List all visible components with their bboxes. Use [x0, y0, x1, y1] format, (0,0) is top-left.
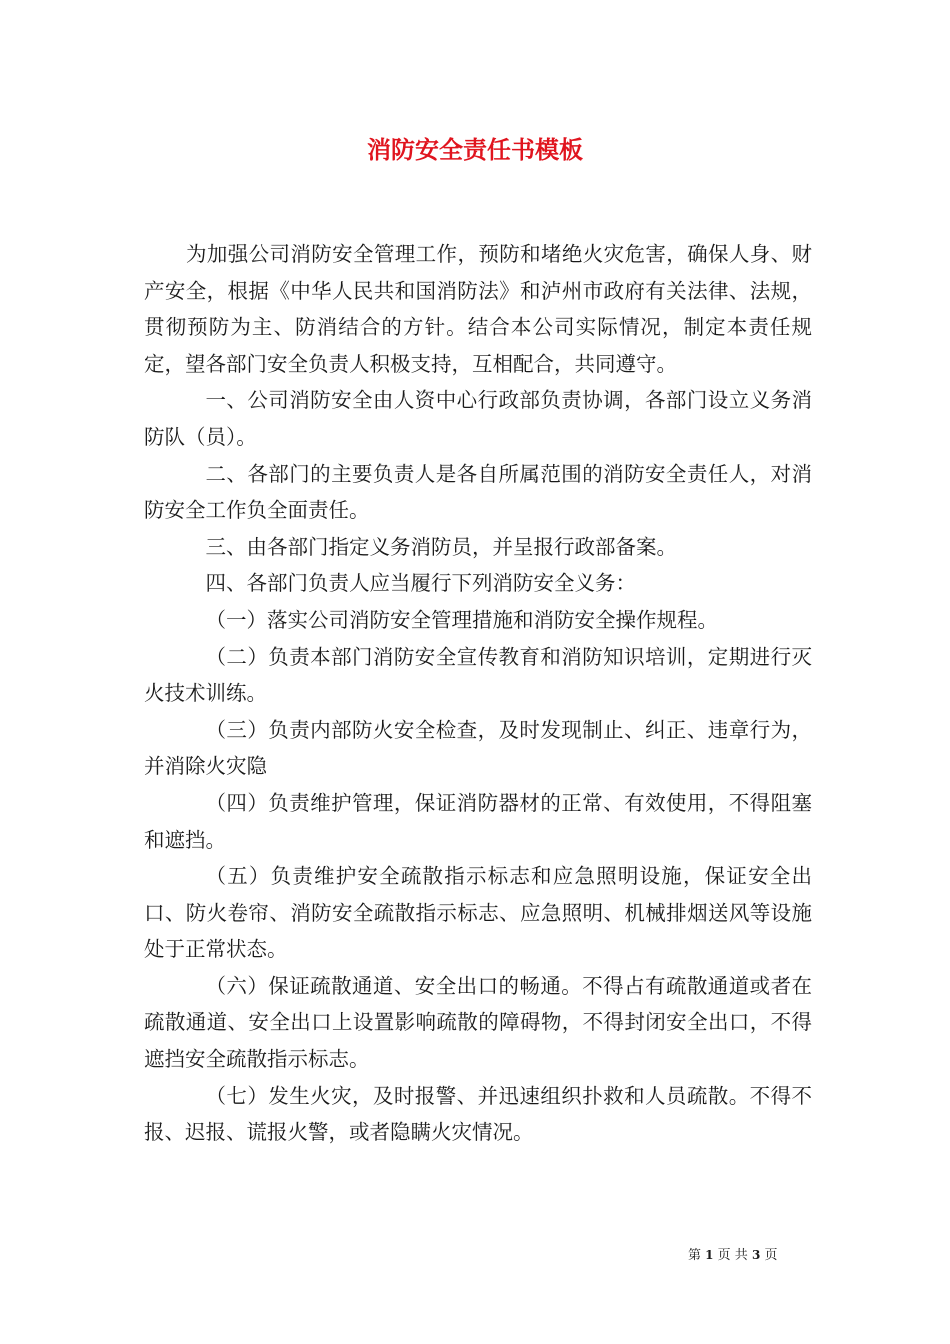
duty-2: （二）负责本部门消防安全宣传教育和消防知识培训，定期进行灭火技术训练。: [144, 644, 812, 706]
duty-3: （三）负责内部防火安全检查，及时发现制止、纠正、违章行为，并消除火灾隐: [144, 717, 812, 779]
page-number-footer: [688, 1246, 818, 1265]
footer-total-pages: 3: [751, 1248, 761, 1262]
footer-middle: 页 共: [717, 1248, 748, 1263]
footer-suffix: 页: [764, 1248, 778, 1263]
clause-3: 三、由各部门指定义务消防员，并呈报行政部备案。: [205, 534, 677, 559]
intro-paragraph: 为加强公司消防安全管理工作，预防和堵绝火灾危害，确保人身、财产安全，根据《中华人民共和国消防法》和泸州市政府有关法律、法规，贯彻预防为主、防消结合的方针。结合本公司实际情况，制定本责任规定，望各部门安全负责人积极支持，互相配合，共同遵守。: [144, 242, 812, 376]
duty-6: （六）保证疏散通道、安全出口的畅通。不得占有疏散通道或者在疏散通道、安全出口上设置影响疏散的障碍物，不得封闭安全出口，不得遮挡安全疏散指示标志。: [144, 973, 812, 1072]
duty-7: （七）发生火灾，及时报警、并迅速组织扑救和人员疏散。不得不报、迟报、谎报火警，或者隐瞒火灾情况。: [144, 1083, 812, 1145]
document-body: [144, 236, 812, 1151]
duty-1: （一）落实公司消防安全管理措施和消防安全操作规程。: [205, 607, 718, 632]
duty-4: （四）负责维护管理，保证消防器材的正常、有效使用，不得阻塞和遮挡。: [144, 790, 812, 852]
duty-5: （五）负责维护安全疏散指示标志和应急照明设施，保证安全出口、防火卷帘、消防安全疏散指示标志、应急照明、机械排烟送风等设施处于正常状态。: [144, 864, 812, 962]
clause-4: 四、各部门负责人应当履行下列消防安全义务：: [205, 571, 636, 596]
clause-2: 二、各部门的主要负责人是各自所属范围的消防安全责任人，对消防安全工作负全面责任。: [144, 461, 812, 523]
footer-current-page: 1: [705, 1248, 714, 1262]
clause-1: 一、公司消防安全由人资中心行政部负责协调，各部门设立义务消防队（员）。: [144, 388, 812, 449]
document-title: 消防安全责任书模板: [367, 135, 583, 164]
footer-prefix: 第: [688, 1248, 702, 1263]
